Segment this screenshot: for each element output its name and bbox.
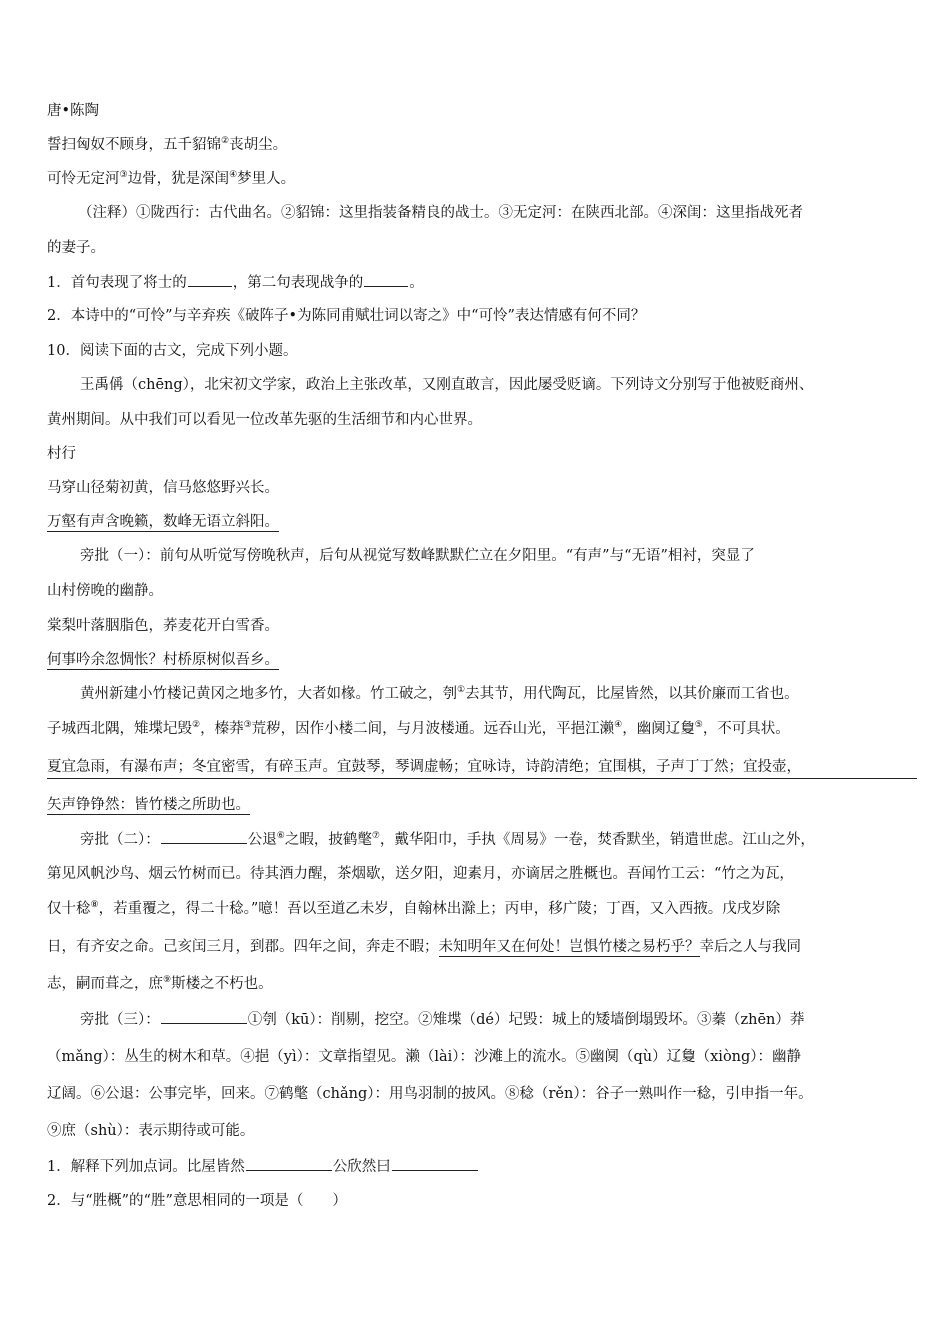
essay-text: ，榛莽 [200, 721, 244, 737]
answer-blank[interactable] [161, 829, 247, 844]
footnote-marker: ② [221, 136, 230, 147]
essay-text: 子城西北隅，雉堞圮毁 [47, 721, 192, 737]
answer-blank[interactable] [246, 1156, 332, 1171]
poem-line-2-text-c: 梦里人。 [237, 171, 296, 187]
poem-line-2-text-b: 边骨，犹是深闺 [127, 171, 230, 187]
footnote-marker: ② [192, 720, 201, 731]
essay-text: 去其节，用代陶瓦，比屋皆然，以其价廉而工省也。 [465, 686, 799, 702]
poem-line-2-text-a: 可怜无定河 [47, 171, 120, 187]
question-1-text-c: 。 [409, 275, 424, 291]
answer-blank[interactable] [364, 272, 408, 287]
village-poem-line-4 [47, 650, 279, 670]
essay-text: 黄州新建小竹楼记黄冈之地多竹，大者如椽。竹工破之，刳 [80, 686, 457, 702]
essay-line-3 [47, 757, 917, 779]
sub-question-1 [47, 1156, 479, 1177]
essay-text: 日，有齐安之命。己亥闰三月，到郡。四年之间，奔走不暇； [47, 939, 439, 955]
footnote-marker: ⑧ [90, 900, 99, 911]
intro-line-1: 王禹偁（chēng），北宋初文学家，政治上主张改革，又刚直敢言，因此屡受贬谪。下列诗文分别写于他被贬商州、 [80, 377, 814, 393]
essay-text: 幸后之人与我同 [699, 939, 801, 955]
essay-line-4 [47, 795, 250, 815]
essay-text: 荒秽，因作小楼二间，与月波楼通。远吞山光，平挹江濑 [251, 721, 615, 737]
essay-text: 仅十稔 [47, 901, 91, 917]
footnote-marker: ④ [229, 170, 238, 181]
poem-line-1 [47, 135, 287, 155]
footnote-marker: ⑥ [276, 831, 285, 842]
village-poem-line-2 [47, 512, 279, 532]
underlined-text: 何事吟余忽惆怅？村桥原树似吾乡。 [47, 652, 279, 668]
side-note-2-line-5 [47, 974, 273, 994]
poem-notes-line-1: （注释）①陇西行：古代曲名。②貂锦：这里指装备精良的战士。③无定河：在陕西北部。④深闺：这里指战死者 [78, 205, 803, 221]
poem-line-1-text-b: 丧胡尘。 [229, 137, 288, 153]
poem-author: 唐•陈陶 [47, 103, 100, 119]
footnote-marker: ⑦ [371, 831, 380, 842]
village-poem-line-3: 棠梨叶落胭脂色，荞麦花开白雪香。 [47, 618, 279, 634]
side-note-2-line-3 [47, 899, 780, 919]
sub-question-2: 2．与“胜概”的“胜”意思相同的一项是（ ） [47, 1193, 347, 1209]
essay-text: ，幽阒辽敻 [622, 721, 695, 737]
underlined-text: 夏宜急雨，有瀑布声；冬宜密雪，有碎玉声。宜鼓琴，琴调虚畅；宜咏诗，诗韵清绝；宜围棋，子声丁丁然；宜投壶， [47, 759, 801, 775]
side-note-2-line-4 [47, 937, 801, 957]
question-1-text-b: ，第二句表现战争的 [232, 275, 364, 291]
note-text: ①刳（kū）：削剔，挖空。②雉堞（dé）圮毁：城上的矮墙倒塌毁坏。③蓁（zhēn）莽 [247, 1012, 805, 1028]
footnote-marker: ① [457, 685, 466, 696]
underlined-text: 万壑有声含晚籁，数峰无语立斜阳。 [47, 514, 279, 530]
side-note-2-line-1 [80, 829, 815, 850]
underlined-text: 未知明年又在何处！岂惧竹楼之易朽乎？ [438, 939, 700, 955]
answer-blank[interactable] [392, 1156, 478, 1171]
essay-text: 之暇，披鹤氅 [284, 832, 372, 848]
answer-blank[interactable] [188, 272, 232, 287]
village-poem-line-1: 马穿山径菊初黄，信马悠悠野兴长。 [47, 480, 279, 496]
essay-line-1 [80, 684, 799, 704]
side-note-3-line-3: 辽阔。⑥公退：公事完毕，回来。⑦鹤氅（chǎng）：用鸟羽制的披风。⑧稔（rěn）：谷子一熟叫作一稔，引申指一年。 [47, 1086, 813, 1102]
essay-text: 斯楼之不朽也。 [171, 976, 273, 992]
poem-title: 村行 [47, 446, 76, 462]
side-note-1-line-1: 旁批（一）：前句从听觉写傍晚秋声，后句从视觉写数峰默默伫立在夕阳里。“有声”与“无语”相衬，突显了 [80, 548, 755, 564]
essay-text: 公退 [247, 832, 277, 848]
essay-text: ，戴华阳巾，手执《周易》一卷，焚香默坐，销遣世虑。江山之外， [379, 832, 815, 848]
question-10-title: 10．阅读下面的古文，完成下列小题。 [47, 343, 298, 359]
question-text: 1．解释下列加点词。比屋皆然 [47, 1159, 245, 1175]
question-text: 公欣然曰 [332, 1159, 391, 1175]
question-1-text-a: 1．首句表现了将士的 [47, 275, 187, 291]
essay-text: ，若重覆之，得二十稔。”噫！吾以至道乙未岁，自翰林出滁上；丙申，移广陵；丁酉，又入西掖。戊戌岁除 [98, 901, 781, 917]
footnote-marker: ⑨ [163, 975, 172, 986]
side-note-2-line-2: 第见风帆沙鸟、烟云竹树而已。待其酒力醒，茶烟歇，送夕阳，迎素月，亦谪居之胜概也。吾闻竹工云：“竹之为瓦， [47, 866, 794, 882]
poem-line-1-text-a: 誓扫匈奴不顾身，五千貂锦 [47, 137, 221, 153]
side-note-3-line-4: ⑨庶（shù）：表示期待或可能。 [47, 1123, 255, 1139]
footnote-marker: ⑤ [694, 720, 703, 731]
essay-line-2 [47, 719, 790, 739]
underlined-text: 矢声铮铮然：皆竹楼之所助也。 [47, 797, 250, 813]
question-2: 2．本诗中的“可怜”与辛弃疾《破阵子•为陈同甫赋壮词以寄之》中“可怜”表达情感有何不同？ [47, 308, 646, 324]
side-note-3-line-2: （mǎng）：丛生的树木和草。④挹（yì）：文章指望见。濑（lài）：沙滩上的流水。⑤幽阒（qù）辽敻（xiòng）：幽静 [47, 1049, 802, 1065]
footnote-marker: ③ [243, 720, 252, 731]
poem-notes-line-2: 的妻子。 [47, 240, 105, 256]
poem-line-2 [47, 169, 295, 189]
question-1 [47, 272, 424, 293]
essay-text: 志，嗣而葺之，庶 [47, 976, 163, 992]
side-note-label: 旁批（三）： [80, 1012, 160, 1028]
side-note-1-line-2: 山村傍晚的幽静。 [47, 583, 163, 599]
essay-text: ，不可具状。 [702, 721, 790, 737]
footnote-marker: ③ [119, 170, 128, 181]
side-note-3-line-1 [80, 1009, 804, 1030]
answer-blank[interactable] [161, 1009, 247, 1024]
intro-line-2: 黄州期间。从中我们可以看见一位改革先驱的生活细节和内心世界。 [47, 412, 482, 428]
footnote-marker: ④ [614, 720, 623, 731]
side-note-label: 旁批（二）： [80, 832, 160, 848]
